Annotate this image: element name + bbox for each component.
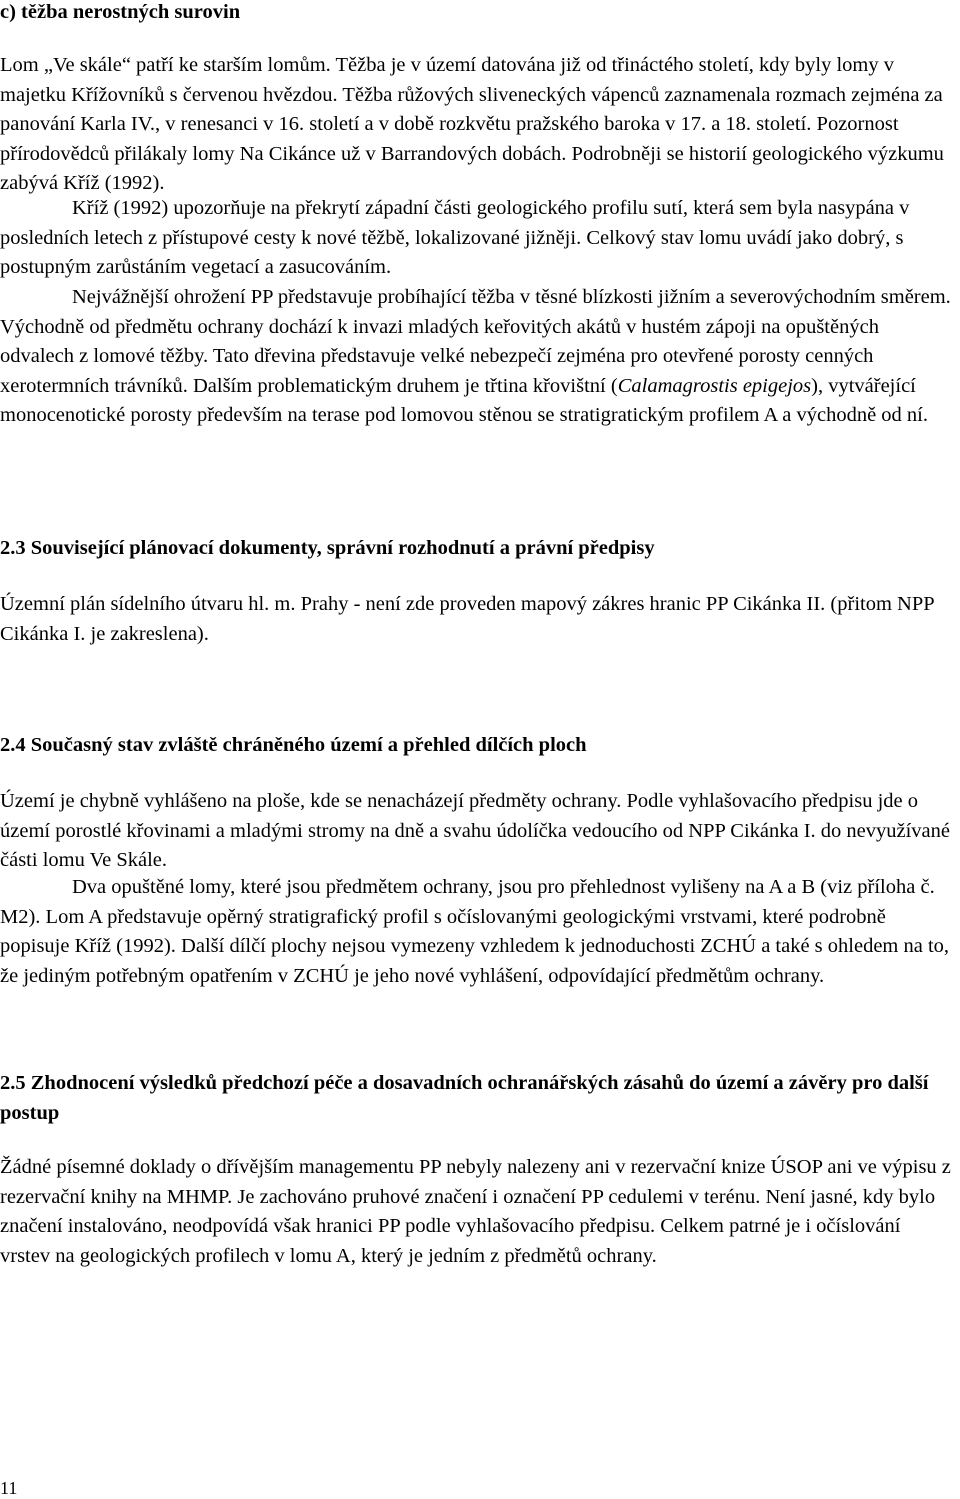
section-c-paragraph-3-text-b: ), vytvářející monocenotické porosty především na terase pod lomovou stěnou se stratigratickým profilem A a východně od ní. [0, 374, 928, 426]
page-number: 11 [0, 1478, 18, 1498]
section-2-4-heading: 2.4 Současný stav zvláště chráněného území a přehled dílčích ploch [0, 734, 587, 756]
section-c-paragraph-3 [0, 283, 955, 431]
section-2-5-paragraph-1: Žádné písemné doklady o dřívějším managementu PP nebyly nalezeny ani v rezervační knize ÚSOP ani ve výpisu z rezervační knihy na MHMP. Je zachováno pruhové značení i označení PP cedulemi v terénu. Není jasné, kdy bylo značení instalováno, neodpovídá však hranici PP podle vyhlašovacího předpisu. Celkem patrné je i očíslování vrstev na geologických profilech v lomu A, který je jedním z předmětů ochrany. [0, 1156, 951, 1267]
species-latin-name: Calamagrostis epigejos [617, 374, 812, 397]
section-c-heading: c) těžba nerostných surovin [0, 1, 241, 23]
section-2-3-paragraph-1: Územní plán sídelního útvaru hl. m. Prahy - není zde proveden mapový zákres hranic PP Cikánka II. (přitom NPP Cikánka I. je zakreslena). [0, 593, 934, 645]
section-2-5-heading: 2.5 Zhodnocení výsledků předchozí péče a dosavadních ochranářských zásahů do území a závěry pro další postup [0, 1072, 929, 1124]
section-c-paragraph-3-text-a: Nejvážnější ohrožení PP představuje probíhající těžba v těsné blízkosti jižním a severovýchodním směrem. Východně od předmětu ochrany dochází k invazi mladých keřovitých akátů v hustém zápoji na opuštěných odvalech z lomové těžby. Tato dřevina představuje velké nebezpečí zejména pro otevřené porosty cenných xerotermních trávníků. Dalším problematickým druhem je třtina křovištní ( [0, 286, 951, 397]
section-c-paragraph-1: Lom „Ve skále“ patří ke starším lomům. Těžba je v území datována již od třináctého století, kdy byly lomy v majetku Křížovníků s červenou hvězdou. Těžba růžových sliveneckých vápenců zaznamenala rozmach zejména za panování Karla IV., v renesanci v 16. století a v době rozkvětu pražského baroka v 17. a 18. století. Pozornost přírodovědců přilákaly lomy Na Cikánce už v Barrandových dobách. Podrobněji se historií geologického výzkumu zabývá Kříž (1992). [0, 54, 944, 194]
section-2-3-heading: 2.3 Související plánovací dokumenty, správní rozhodnutí a právní předpisy [0, 537, 655, 559]
section-c-paragraph-2: Kříž (1992) upozorňuje na překrytí západní části geologického profilu sutí, která sem byla nasypána v posledních letech z přístupové cesty k nové těžbě, lokalizované jižněji. Celkový stav lomu uvádí jako dobrý, s postupným zarůstáním vegetací a zasucováním. [0, 197, 910, 278]
section-2-4-paragraph-1: Území je chybně vyhlášeno na ploše, kde se nenacházejí předměty ochrany. Podle vyhlašovacího předpisu jde o území porostlé křovinami a mladými stromy na dně a svahu údolíčka vedoucího od NPP Cikánka I. do nevyužívané části lomu Ve Skále. [0, 790, 951, 871]
section-2-4-paragraph-2: Dva opuštěné lomy, které jsou předmětem ochrany, jsou pro přehlednost vylišeny na A a B (viz příloha č. M2). Lom A představuje opěrný stratigrafický profil s očíslovanými geologickými vrstvami, které podrobně popisuje Kříž (1992). Další dílčí plochy nejsou vymezeny vzhledem k jednoduchosti ZCHÚ a také s ohledem na to, že jediným potřebným opatřením v ZCHÚ je jeho nové vyhlášení, odpovídající předmětům ochrany. [0, 876, 950, 987]
